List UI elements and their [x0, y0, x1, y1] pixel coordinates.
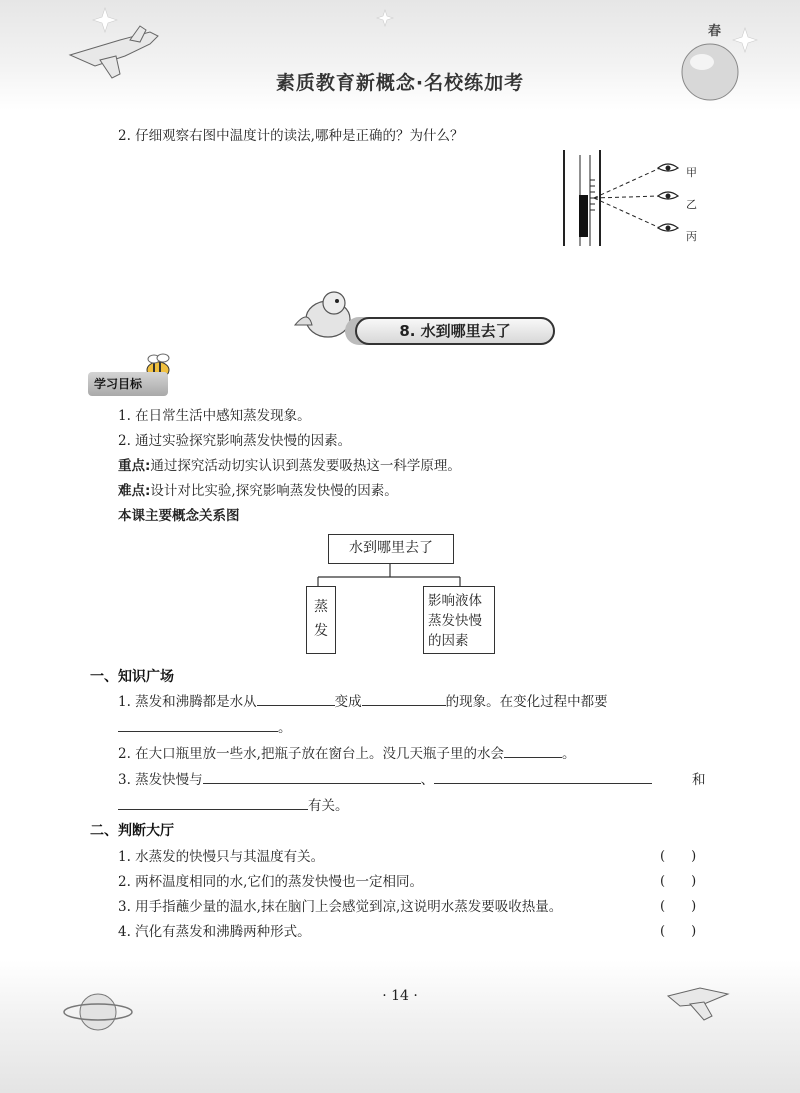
difficulty-label: 难点:	[118, 483, 151, 499]
s1-q1-part-b: 变成	[334, 694, 362, 710]
s1-q1-blank-2[interactable]	[362, 691, 446, 706]
eye-label-jia: 甲	[686, 166, 697, 179]
s1-q2-part-b: 。	[561, 746, 576, 762]
s1-q3-part-d: 有关。	[308, 798, 349, 814]
s2-answer-2[interactable]: ( )	[660, 874, 697, 889]
star-icon	[93, 8, 757, 52]
concept-right-line-2: 蒸发快慢	[428, 613, 482, 629]
s2-answer-4[interactable]: ( )	[660, 924, 697, 939]
concept-left-box	[306, 586, 336, 654]
s1-q2-blank[interactable]	[504, 743, 562, 758]
concept-right-box	[423, 586, 495, 654]
difficulty-text: 设计对比实验,探究影响蒸发快慢的因素。	[150, 483, 398, 499]
s1-q3-blank-2[interactable]	[434, 769, 652, 784]
s1-q3-part-b: 、	[420, 772, 435, 788]
s1-q1-blank-1[interactable]	[257, 691, 335, 706]
concept-left-line-2: 发	[314, 623, 328, 639]
question-2-text: 2. 仔细观察右图中温度计的读法,哪种是正确的？为什么？	[118, 128, 464, 144]
s1-q3-part-c: 和	[692, 772, 706, 788]
season-label: 春	[708, 24, 722, 39]
concept-right-line-1: 影响液体	[428, 593, 482, 609]
s1-q3-blank-1[interactable]	[203, 769, 421, 784]
s1-q2-part-a: 2. 在大口瓶里放一些水,把瓶子放在窗台上。没几天瓶子里的水会	[118, 746, 504, 762]
section-2-heading: 二、判断大厅	[90, 823, 174, 839]
concept-left-line-1: 蒸	[314, 599, 328, 615]
concept-root-box: 水到哪里去了	[328, 534, 454, 564]
s1-q1-part-c: 的现象。在变化过程中都要	[445, 694, 608, 710]
s1-q1-part-a: 1. 蒸发和沸腾都是水从	[118, 694, 257, 710]
s1-q1-part-d: 。	[278, 720, 292, 736]
goal-item-1: 1. 在日常生活中感知蒸发现象。	[118, 408, 311, 424]
concept-right-line-3: 的因素	[428, 633, 469, 649]
section-1-heading: 一、知识广场	[90, 669, 174, 685]
page-number: · 14 ·	[382, 988, 418, 1004]
s2-item-3: 3. 用手指蘸少量的温水,抹在脑门上会感觉到凉,这说明水蒸发要吸收热量。	[118, 899, 563, 915]
s2-item-2: 2. 两杯温度相同的水,它们的蒸发快慢也一定相同。	[118, 874, 423, 890]
s1-q3-blank-3[interactable]	[118, 795, 308, 810]
s2-item-4: 4. 汽化有蒸发和沸腾两种形式。	[118, 924, 311, 940]
concept-map-title: 本课主要概念关系图	[118, 508, 240, 524]
s2-answer-3[interactable]: ( )	[660, 899, 697, 914]
key-point-text: 通过探究活动切实认识到蒸发要吸热这一科学原理。	[150, 458, 461, 474]
lesson-title: 8. 水到哪里去了	[355, 317, 555, 345]
s1-q3-part-a: 3. 蒸发快慢与	[118, 772, 203, 788]
key-point-label: 重点:	[118, 458, 151, 474]
s2-item-1: 1. 水蒸发的快慢只与其温度有关。	[118, 849, 325, 865]
learning-goals-badge: 学习目标	[88, 372, 168, 396]
page-header-title: 素质教育新概念·名校练加考	[275, 72, 525, 94]
s2-answer-1[interactable]: ( )	[660, 849, 697, 864]
eye-label-bing: 丙	[686, 230, 697, 243]
eye-label-yi: 乙	[686, 198, 697, 211]
footer-decoration	[0, 960, 800, 1093]
s1-q1-blank-3[interactable]	[118, 717, 278, 732]
goal-item-2: 2. 通过实验探究影响蒸发快慢的因素。	[118, 433, 352, 449]
